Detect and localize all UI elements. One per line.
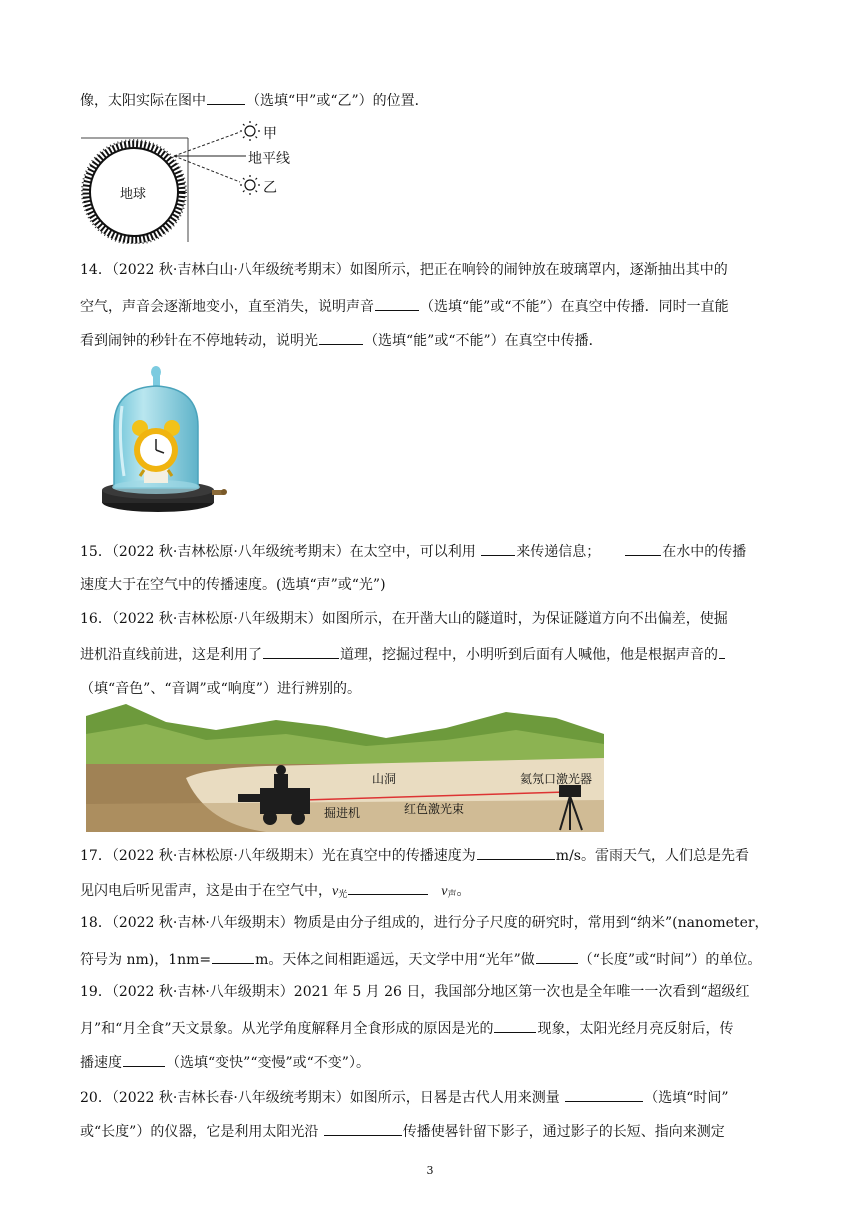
q20-line-1 bbox=[80, 1087, 780, 1107]
text: （选填“能”或“不能”）在真空中传播．同时一直能 bbox=[420, 299, 729, 315]
q17-line-2 bbox=[80, 880, 780, 904]
text: （选填“变快”“变慢”或“不变”）。 bbox=[166, 1055, 370, 1071]
q16-line-1: 16．（2022 秋·吉林松原·八年级期末）如图所示，在开凿大山的隧道时，为保证隧道方向不出偏差，使掘 bbox=[80, 611, 728, 627]
answer-blank bbox=[263, 644, 339, 659]
text: 。 bbox=[456, 883, 471, 899]
yi-label: 乙 bbox=[263, 180, 277, 196]
q17-line-1 bbox=[80, 845, 780, 865]
text: 来传递信息； bbox=[516, 544, 601, 560]
laser-label: 氦氖口激光器 bbox=[520, 772, 593, 786]
subscript-light: 光 bbox=[338, 890, 348, 900]
text: 20．（2022 秋·吉林长春·八年级统考期末）如图所示，日晷是古代人用来测量 bbox=[80, 1090, 565, 1106]
text: 播速度 bbox=[80, 1055, 122, 1071]
answer-blank bbox=[375, 296, 419, 311]
q19-line-1: 19．（2022 秋·吉林·八年级期末）2021 年 5 月 26 日，我国部分地区第一次也是全年唯一一次看到“超级红 bbox=[80, 984, 750, 1000]
horizon-label: 地平线 bbox=[248, 151, 290, 167]
text: 像，太阳实际在图中 bbox=[80, 93, 206, 109]
q18-line-2 bbox=[80, 949, 780, 969]
text: 空气，声音会逐渐地变小，直至消失，说明声音 bbox=[80, 299, 374, 315]
text: 在水中的传播 bbox=[662, 544, 747, 560]
text: 15．（2022 秋·吉林松原·八年级统考期末）在太空中，可以利用 bbox=[80, 544, 481, 560]
answer-blank bbox=[481, 541, 515, 556]
text: 见闪电后听见雷声，这是由于在空气中， bbox=[80, 883, 332, 899]
answer-blank bbox=[123, 1052, 165, 1067]
cave-label: 山洞 bbox=[372, 772, 397, 786]
answer-blank bbox=[319, 330, 363, 345]
jia-label: 甲 bbox=[263, 126, 277, 142]
earth-label: 地球 bbox=[120, 187, 147, 202]
machine-label: 掘进机 bbox=[324, 806, 361, 820]
answer-blank bbox=[719, 644, 725, 659]
text: （选填“时间” bbox=[644, 1090, 729, 1106]
text: 或“长度”）的仪器，它是利用太阳光沿 bbox=[80, 1124, 323, 1140]
page-number: 3 bbox=[426, 1164, 434, 1177]
text: （选填“甲”或“乙”）的位置． bbox=[246, 93, 429, 109]
text: 月”和“月全食”天文景象。从光学角度解释月全食形成的原因是光的 bbox=[80, 1021, 494, 1037]
bell-jar-alarm-clock-figure bbox=[100, 366, 230, 514]
text: 看到闹钟的秒针在不停地转动，说明光 bbox=[80, 333, 318, 349]
answer-blank bbox=[324, 1121, 402, 1136]
v-symbol: v bbox=[332, 884, 339, 899]
v-symbol: v bbox=[441, 884, 448, 899]
text: m。天体之间相距遥远，天文学中用“光年”做 bbox=[255, 952, 535, 968]
q16-line-3: （填“音色”、“音调”或“响度”）进行辨别的。 bbox=[80, 681, 361, 697]
q19-line-2 bbox=[80, 1018, 780, 1038]
answer-blank bbox=[536, 949, 578, 964]
q14-line-2 bbox=[80, 296, 780, 316]
text: （“长度”或“时间”）的单位。 bbox=[578, 952, 762, 968]
answer-blank bbox=[348, 880, 428, 895]
text: 现象，太阳光经月亮反射后，传 bbox=[537, 1021, 734, 1037]
text: （选填“能”或“不能”）在真空中传播． bbox=[364, 333, 603, 349]
answer-blank bbox=[212, 949, 254, 964]
text: m/s。雷雨天气，人们总是先看 bbox=[555, 848, 749, 864]
sun-icon-jia bbox=[240, 121, 260, 141]
answer-blank bbox=[494, 1018, 536, 1033]
subscript-sound: 声 bbox=[447, 890, 457, 900]
text: 传播使晷针留下影子，通过影子的长短、指向来测定 bbox=[402, 1124, 725, 1140]
q13-tail-line bbox=[80, 90, 780, 110]
sun-icon-yi bbox=[240, 175, 260, 195]
beam-label: 红色激光束 bbox=[404, 802, 465, 816]
answer-blank bbox=[565, 1087, 643, 1102]
text: 17．（2022 秋·吉林松原·八年级期末）光在真空中的传播速度为 bbox=[80, 848, 476, 864]
text: 道理，挖掘过程中，小明听到后面有人喊他，他是根据声音的 bbox=[340, 647, 718, 663]
q15-line-2: 速度大于在空气中的传播速度。(选填“声”或“光”) bbox=[80, 577, 386, 593]
q20-line-2 bbox=[80, 1121, 780, 1141]
q19-line-3 bbox=[80, 1052, 780, 1072]
q16-line-2 bbox=[80, 644, 780, 664]
text: 符号为 nm)，1nm= bbox=[80, 952, 212, 968]
text: 进机沿直线前进，这是利用了 bbox=[80, 647, 262, 663]
q14-line-3 bbox=[80, 330, 780, 350]
answer-blank bbox=[625, 541, 661, 556]
q14-line-1: 14．（2022 秋·吉林白山·八年级统考期末）如图所示，把正在响铃的闹钟放在玻璃罩内，逐渐抽出其中的 bbox=[80, 262, 728, 278]
q18-line-1: 18．（2022 秋·吉林·八年级期末）物质是由分子组成的，进行分子尺度的研究时，常用到“纳米”(nanometer， bbox=[80, 915, 769, 931]
answer-blank bbox=[477, 845, 555, 860]
q15-line-1 bbox=[80, 541, 780, 561]
answer-blank bbox=[207, 90, 245, 105]
